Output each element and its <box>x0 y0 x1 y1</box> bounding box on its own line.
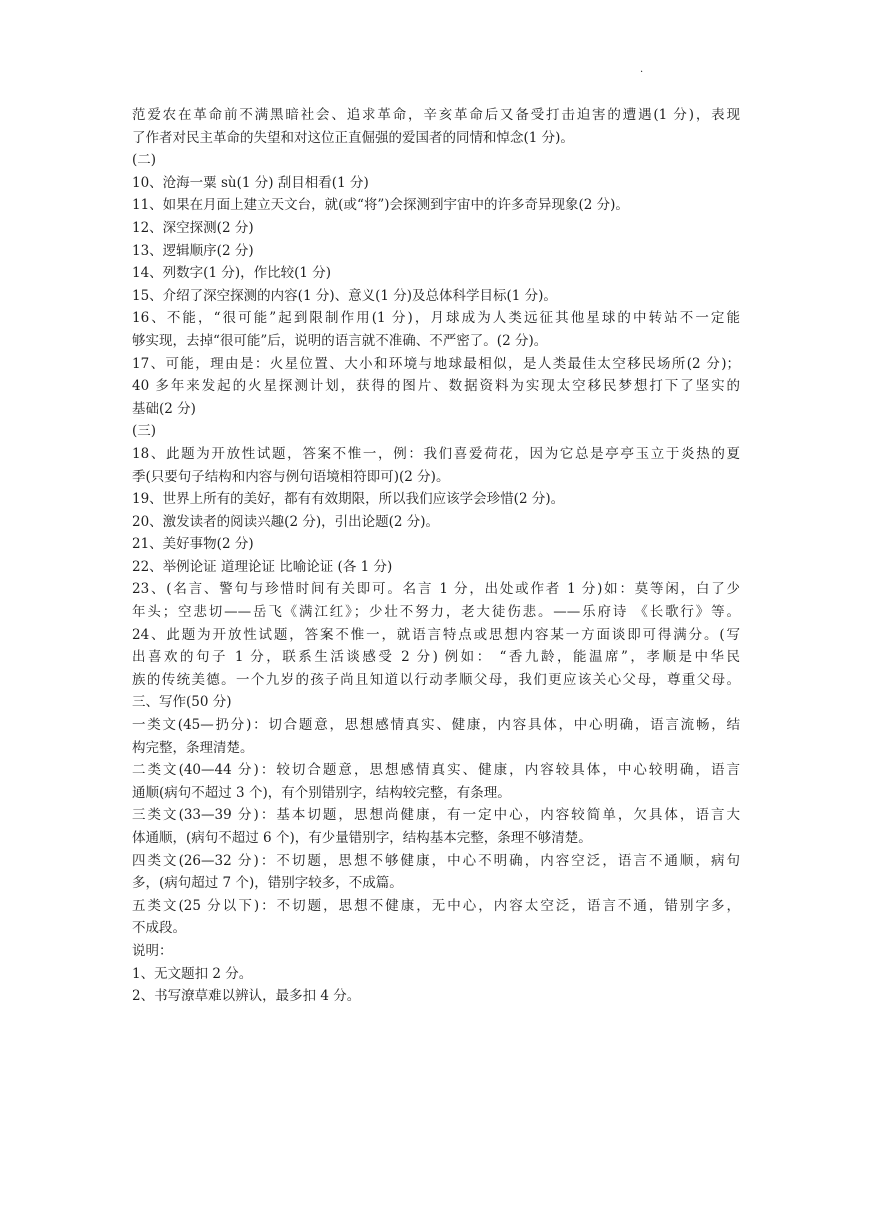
text-line: 年头；空悲切——岳飞《满江红》；少壮不努力，老大徒伤悲。——乐府诗 《长歌行》等。 <box>132 604 740 621</box>
text-line: 出喜欢的句子 1 分，联系生活谈感受 2 分) 例如： “香九龄，能温席”，孝顺是中华民 <box>132 649 740 666</box>
text-line: 二类文(40—44 分)：较切合题意，思想感情真实、健康，内容较具体，中心较明确，语言 <box>132 762 740 779</box>
text-line: 20、激发读者的阅读兴趣(2 分)，引出论题(2 分)。 <box>132 513 440 530</box>
text-line: 16、不能，“很可能”起到限制作用(1 分)，月球成为人类远征其他星球的中转站不一定能 <box>132 310 740 327</box>
text-line: 12、深空探测(2 分) <box>132 219 254 236</box>
text-line: 季(只要句子结构和内容与例句语境相符即可)(2 分)。 <box>132 468 450 485</box>
text-line: 22、举例论证 道理论证 比喻论证 (各 1 分) <box>132 558 393 575</box>
text-line: 一类文(45—扔分)：切合题意，思想感情真实、健康，内容具体，中心明确，语言流畅，结 <box>132 717 740 734</box>
text-line: 11、如果在月面上建立天文台，就(或“将”)会探测到宇宙中的许多奇异现象(2 分)。 <box>132 197 629 214</box>
text-line: 13、逻辑顺序(2 分) <box>132 242 254 259</box>
text-line: 体通顺，(病句不超过 6 个)，有少量错别字，结构基本完整，条理不够清楚。 <box>132 830 592 846</box>
text-line: 2、书写潦草难以辨认，最多扣 4 分。 <box>132 988 361 1005</box>
text-line: (三) <box>132 423 157 440</box>
text-line: (二) <box>132 152 157 169</box>
text-line: 40 多年来发起的火星探测计划，获得的图片、数据资料为实现太空移民梦想打下了坚实的 <box>132 378 740 395</box>
answer-text-body <box>132 104 740 1008</box>
text-line: 多，(病句超过 7 个)，错别字较多，不成篇。 <box>132 875 403 892</box>
text-line: 了作者对民主革命的失望和对这位正直倔强的爱国者的同情和悼念(1 分)。 <box>132 129 574 146</box>
text-line: 通顺(病句不超过 3 个)，有个别错别字，结构较完整，有条理。 <box>132 784 511 801</box>
text-line: 四类文(26—32 分)：不切题，思想不够健康，中心不明确，内容空泛，语言不通顺，病句 <box>132 852 740 869</box>
text-line: 族的传统美德。一个九岁的孩子尚且知道以行动孝顺父母，我们更应该关心父母，尊重父母。 <box>132 671 740 688</box>
text-line: 三类文(33—39 分)：基本切题，思想尚健康，有一定中心，内容较简单，欠具体，语言大 <box>132 807 740 824</box>
text-line: 不成段。 <box>132 920 186 937</box>
header-mark: . <box>640 64 644 75</box>
text-line: 构完整，条理清楚。 <box>132 739 254 756</box>
text-line: 17、可能，理由是：火星位置、大小和环境与地球最相似，是人类最佳太空移民场所(2 分)； <box>132 355 740 372</box>
text-line: 范爱农在革命前不满黑暗社会、追求革命，辛亥革命后又备受打击迫害的遭遇(1 分)，表现 <box>132 107 740 123</box>
text-line: 21、美好事物(2 分) <box>132 536 254 553</box>
text-line: 10、沧海一粟 sù(1 分) 刮目相看(1 分) <box>132 174 369 191</box>
text-line: 基础(2 分) <box>132 400 196 417</box>
text-line: 15、介绍了深空探测的内容(1 分)、意义(1 分)及总体科学目标(1 分)。 <box>132 287 557 304</box>
text-line: 23、(名言、警句与珍惜时间有关即可。名言 1 分，出处或作者 1 分)如：莫等闲，白了少 <box>132 581 740 598</box>
text-line: 24、此题为开放性试题，答案不惟一，就语言特点或思想内容某一方面谈即可得满分。(写 <box>132 626 740 643</box>
text-line: 14、列数字(1 分)，作比较(1 分) <box>132 265 332 282</box>
text-line: 18、此题为开放性试题，答案不惟一，例：我们喜爱荷花，因为它总是亭亭玉立于炎热的夏 <box>132 445 740 462</box>
text-line: 五类文(25 分以下)：不切题，思想不健康，无中心，内容太空泛，语言不通，错别字多， <box>132 897 740 914</box>
text-line: 三、写作(50 分) <box>132 694 232 711</box>
text-line: 19、世界上所有的美好，都有有效期限，所以我们应该学会珍惜(2 分)。 <box>132 491 565 508</box>
text-line: 说明： <box>132 942 173 959</box>
text-line: 够实现，去掉“很可能”后，说明的语言就不准确、不严密了。(2 分)。 <box>132 332 548 349</box>
text-line: 1、无文题扣 2 分。 <box>132 965 253 982</box>
